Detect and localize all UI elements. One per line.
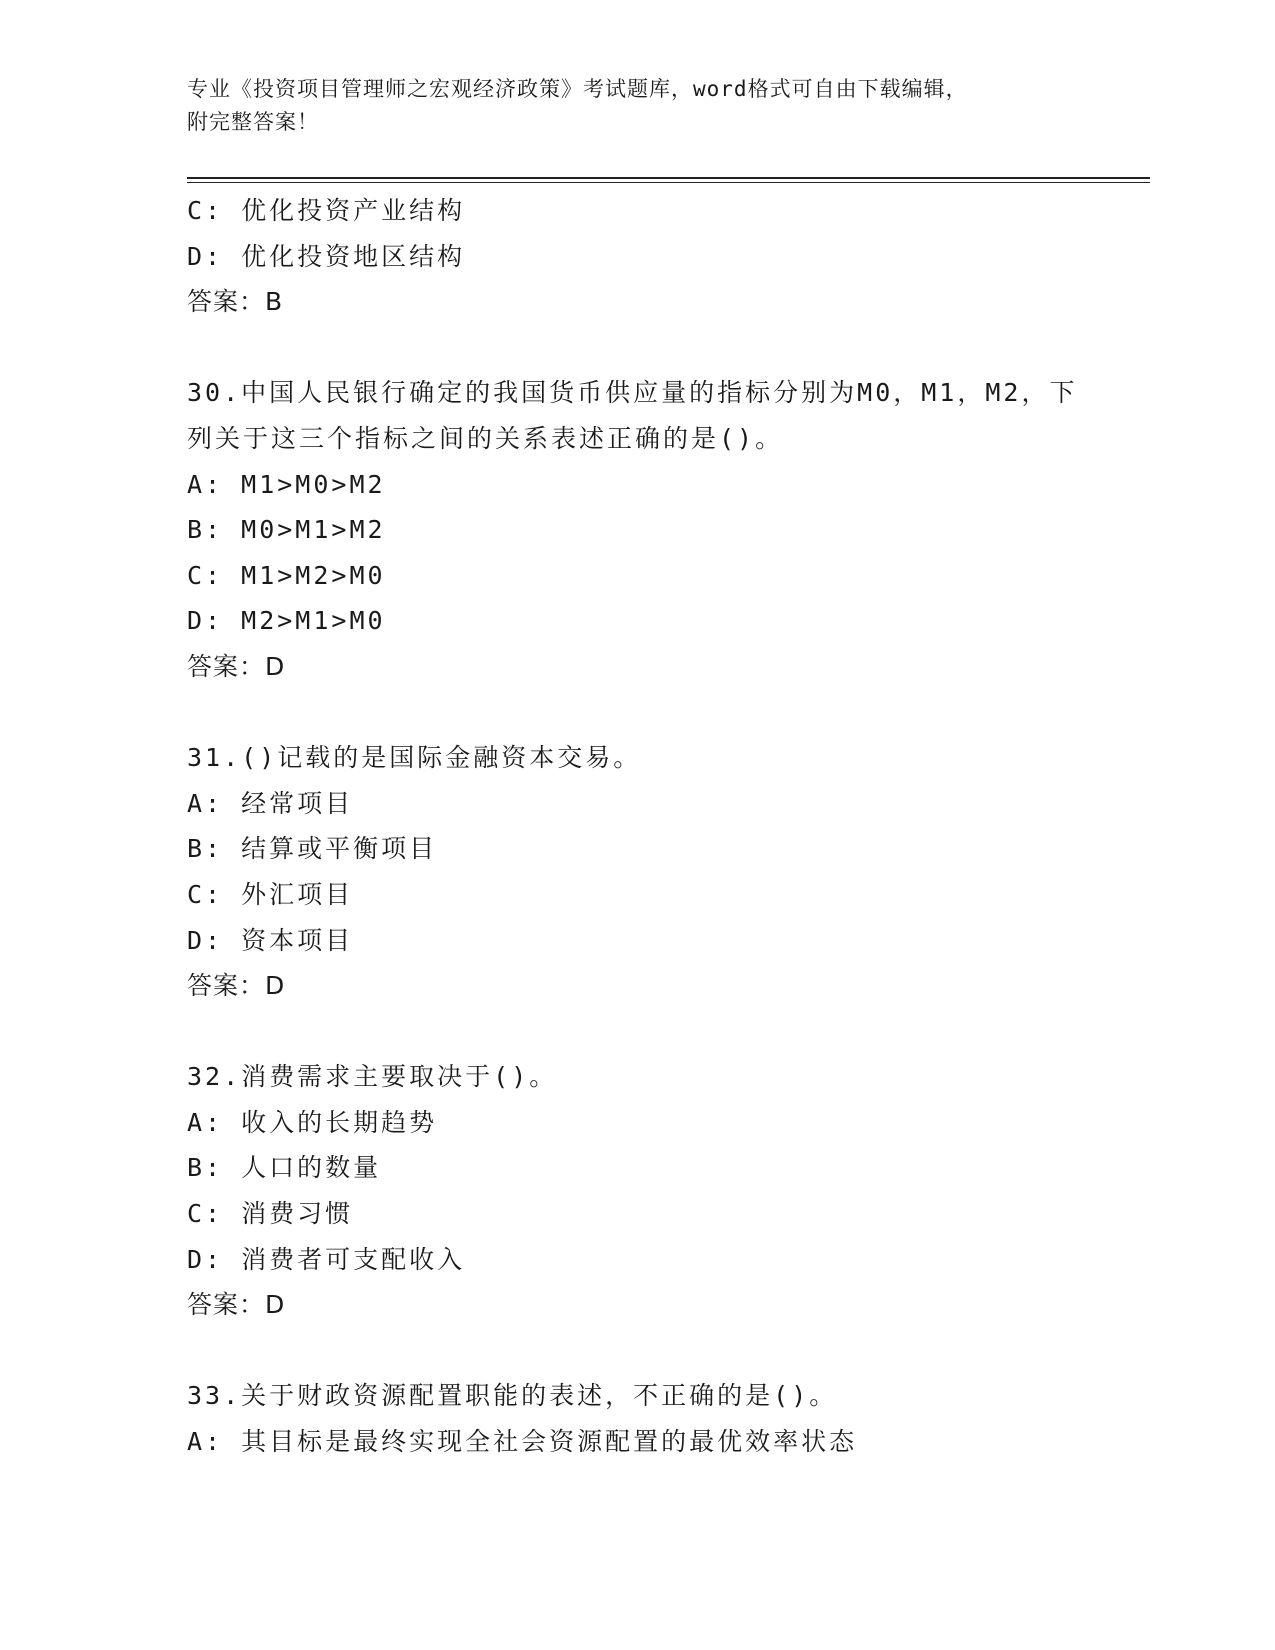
question-33-stem: 33.关于财政资源配置职能的表述，不正确的是()。	[187, 1381, 838, 1411]
question-30-answer: 答案：D	[187, 651, 286, 681]
header-divider-thick	[187, 177, 1150, 179]
question-30-stem-line-2: 列关于这三个指标之间的关系表述正确的是()。	[187, 423, 784, 453]
question-31-option-c: C: 外汇项目	[187, 879, 354, 909]
question-31-option-b: B: 结算或平衡项目	[187, 834, 438, 864]
question-32-option-a: A: 收入的长期趋势	[187, 1107, 438, 1137]
prev-option-d: D: 优化投资地区结构	[187, 241, 466, 271]
question-31-answer: 答案：D	[187, 971, 286, 1001]
question-32-stem: 32.消费需求主要取决于()。	[187, 1062, 558, 1092]
prev-answer: 答案：B	[187, 287, 284, 317]
question-list	[187, 188, 1147, 1465]
prev-option-c: C: 优化投资产业结构	[187, 196, 466, 225]
header-line-1: 专业《投资项目管理师之宏观经济政策》考试题库，word格式可自由下载编辑，	[187, 77, 968, 101]
question-30-option-c: C: M1>M2>M0	[187, 560, 386, 590]
spacer	[187, 1328, 1147, 1374]
question-30-option-b: B: M0>M1>M2	[187, 515, 386, 545]
header-line-2: 附完整答案！	[187, 110, 319, 134]
spacer	[187, 690, 1147, 736]
question-32-option-d: D: 消费者可支配收入	[187, 1244, 466, 1274]
question-33-option-a: A: 其目标是最终实现全社会资源配置的最优效率状态	[187, 1427, 858, 1457]
spacer	[187, 1009, 1147, 1055]
question-30-stem-line-1: 30.中国人民银行确定的我国货币供应量的指标分别为M0，M1，M2，下	[187, 378, 1078, 408]
question-31-option-a: A: 经常项目	[187, 788, 354, 818]
question-32-option-c: C: 消费习惯	[187, 1199, 354, 1229]
question-30-option-d: D: M2>M1>M0	[187, 606, 386, 636]
header-divider-thin	[187, 182, 1150, 183]
question-31-option-d: D: 资本项目	[187, 925, 354, 955]
question-31-stem: 31.()记载的是国际金融资本交易。	[187, 743, 642, 773]
spacer	[187, 325, 1147, 371]
page-header	[187, 73, 1087, 139]
question-30-option-a: A: M1>M0>M2	[187, 469, 386, 499]
question-32-option-b: B: 人口的数量	[187, 1153, 382, 1183]
question-32-answer: 答案：D	[187, 1290, 286, 1320]
